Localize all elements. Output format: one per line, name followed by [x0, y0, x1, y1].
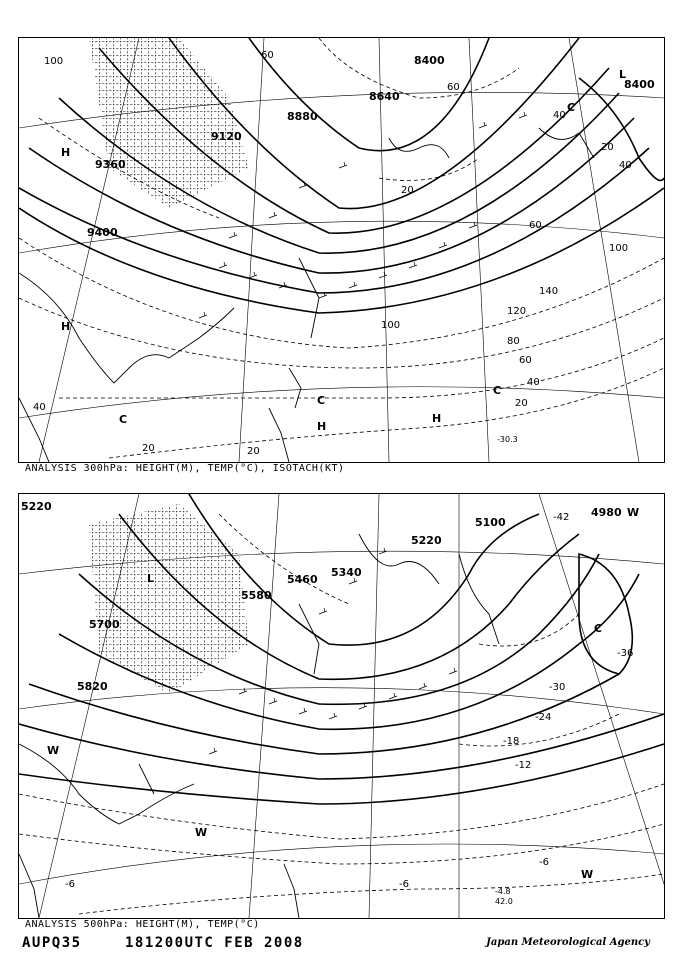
map-300hpa — [18, 37, 665, 463]
height-label: 5220 — [411, 534, 442, 547]
system-label: C — [119, 413, 128, 426]
isotach-label: 20 — [247, 446, 260, 457]
temp-label: -30.3 — [497, 435, 518, 444]
system-label: L — [147, 572, 155, 585]
chart-code: AUPQ35 — [22, 935, 82, 951]
system-label: H — [61, 146, 71, 159]
height-label: 9400 — [87, 226, 118, 239]
height-label: 5700 — [89, 618, 120, 631]
isotach-label: 20 — [515, 398, 528, 409]
height-label: 8880 — [287, 110, 318, 123]
caption-300hpa: ANALYSIS 300hPa: HEIGHT(M), TEMP(°C), ISOTACH(KT) — [25, 463, 345, 474]
system-label: W — [581, 868, 594, 881]
isotach-label: 20 — [601, 142, 614, 153]
system-label: C — [594, 622, 603, 635]
temp-contour-label: -18 — [503, 736, 520, 747]
isotach-label: 20 — [401, 185, 414, 196]
isotach-label: 60 — [261, 50, 274, 61]
isotach-label: 100 — [381, 320, 401, 331]
temp-contour-label: -6 — [539, 857, 549, 868]
height-label: 9120 — [211, 130, 242, 143]
isotach-label: 60 — [529, 220, 542, 231]
height-label: 9360 — [95, 158, 126, 171]
height-label: 8400 — [414, 54, 445, 67]
temp-contour-label: -42 — [553, 512, 570, 523]
system-label: H — [432, 412, 442, 425]
system-label: C — [317, 394, 326, 407]
map-500hpa — [18, 493, 665, 919]
height-label: 5220 — [21, 500, 52, 513]
isotach-label: 40 — [619, 160, 632, 171]
height-label: 4980 — [591, 506, 622, 519]
isotach-label: 40 — [553, 110, 566, 121]
isotach-label: 100 — [609, 243, 629, 254]
isotach-label: 40 — [527, 377, 540, 388]
isotach-label: 140 — [539, 286, 559, 297]
isotach-label: 100 — [44, 56, 64, 67]
system-label: H — [317, 420, 327, 433]
system-label: C — [493, 384, 502, 397]
temp-label: 42.0 — [495, 897, 513, 906]
system-label: W — [195, 826, 208, 839]
temp-contour-label: -24 — [535, 712, 552, 723]
map-500hpa-graphic — [19, 494, 664, 918]
agency-name: Japan Meteorological Agency — [486, 937, 650, 948]
isotach-label: 20 — [142, 443, 155, 454]
system-label: L — [619, 68, 627, 81]
isotach-label: 80 — [507, 336, 520, 347]
hatched-region — [89, 504, 249, 694]
system-label: C — [567, 101, 576, 114]
height-label: 5340 — [331, 566, 362, 579]
temp-label: -4.8 — [495, 887, 511, 896]
height-label: 8640 — [369, 90, 400, 103]
system-label: W — [627, 506, 640, 519]
coastline — [19, 128, 594, 462]
wind-barbs — [199, 112, 527, 318]
system-label: H — [61, 320, 71, 333]
height-label: 8400 — [624, 78, 655, 91]
map-300hpa-graphic — [19, 38, 664, 462]
isotach-label: 40 — [33, 402, 46, 413]
caption-500hpa: ANALYSIS 500hPa: HEIGHT(M), TEMP(°C) — [25, 919, 260, 930]
temp-contour-label: -30 — [549, 682, 566, 693]
temp-contour-label: -36 — [617, 648, 634, 659]
temp-contour-label: -6 — [65, 879, 75, 890]
height-label: 5820 — [77, 680, 108, 693]
temp-contour-label: -6 — [399, 879, 409, 890]
temp-contour-label: -12 — [515, 760, 532, 771]
isotach-label: 60 — [519, 355, 532, 366]
isotach-label: 60 — [447, 82, 460, 93]
valid-time: 181200UTC FEB 2008 — [125, 935, 304, 951]
height-label: 5100 — [475, 516, 506, 529]
system-label: W — [47, 744, 60, 757]
height-label: 5460 — [287, 573, 318, 586]
isotach-label: 120 — [507, 306, 527, 317]
height-label: 5580 — [241, 589, 272, 602]
